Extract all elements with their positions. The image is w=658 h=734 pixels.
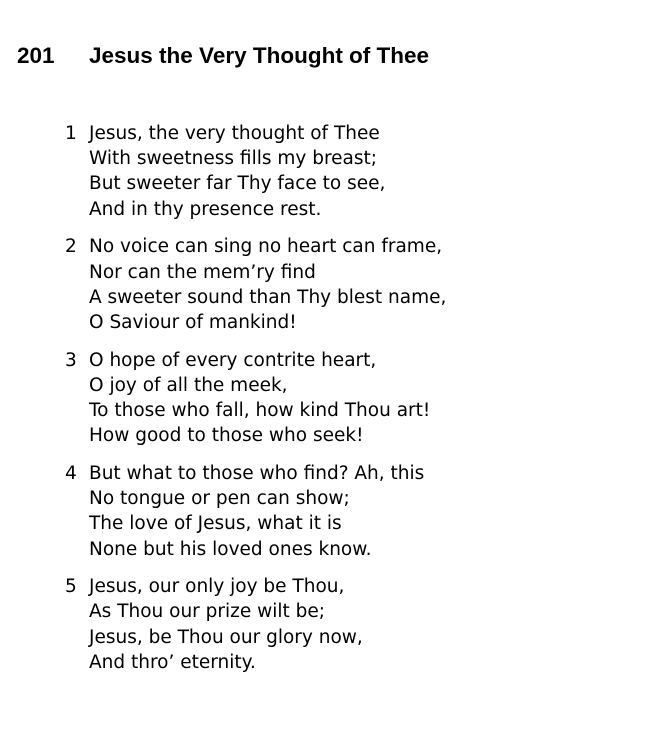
verse-number: 2: [65, 236, 77, 258]
verse-line: Jesus, the very thought of Thee: [89, 123, 380, 144]
verse-line: Nor can the mem’ry find: [89, 261, 316, 283]
verse-line: A sweeter sound than Thy blest name,: [89, 286, 447, 308]
verse-line: None but his loved ones know.: [89, 538, 372, 560]
verse-lines: [89, 121, 622, 222]
verse-line: O joy of all the meek,: [89, 374, 288, 396]
verse-line: But sweeter far Thy face to see,: [89, 173, 386, 195]
verse-number: 3: [65, 349, 77, 371]
verse-lines: [89, 574, 622, 675]
verse-line: The love of Jesus, what it is: [89, 513, 342, 535]
verse-number: 4: [65, 462, 77, 484]
verse-line: O Saviour of mankind!: [89, 311, 297, 333]
verse-line: To those who fall, how kind Thou art!: [89, 400, 431, 422]
verse-line: As Thou our prize wilt be;: [89, 601, 326, 623]
verse-3: [62, 348, 622, 449]
verse-1: [62, 121, 622, 222]
verse-line: No tongue or pen can show;: [89, 488, 350, 510]
verse-line: No voice can sing no heart can frame,: [89, 236, 443, 258]
verse-line: With sweetness fills my breast;: [89, 148, 378, 170]
verse-lines: [89, 234, 622, 335]
verse-line: But what to those who find? Ah, this: [89, 462, 425, 484]
verse-line: Jesus, our only joy be Thou,: [89, 576, 345, 598]
verse-number: 1: [65, 123, 77, 144]
hymn-header: [17, 40, 429, 72]
verse-line: O hope of every contrite heart,: [89, 349, 377, 371]
verse-lines: [89, 348, 622, 449]
verse-line: And in thy presence rest.: [89, 198, 322, 220]
verse-4: [62, 461, 622, 562]
verse-number: 5: [65, 576, 77, 598]
verse-line: How good to those who seek!: [89, 425, 364, 447]
verse-5: [62, 574, 622, 675]
verses-list: [62, 121, 622, 688]
hymn-title: Jesus the Very Thought of Thee: [89, 43, 430, 68]
verse-line: Jesus, be Thou our glory now,: [89, 626, 363, 648]
verse-2: [62, 234, 622, 335]
verse-lines: [89, 461, 622, 562]
verse-line: And thro’ eternity.: [89, 651, 256, 673]
hymn-number: 201: [17, 43, 55, 68]
